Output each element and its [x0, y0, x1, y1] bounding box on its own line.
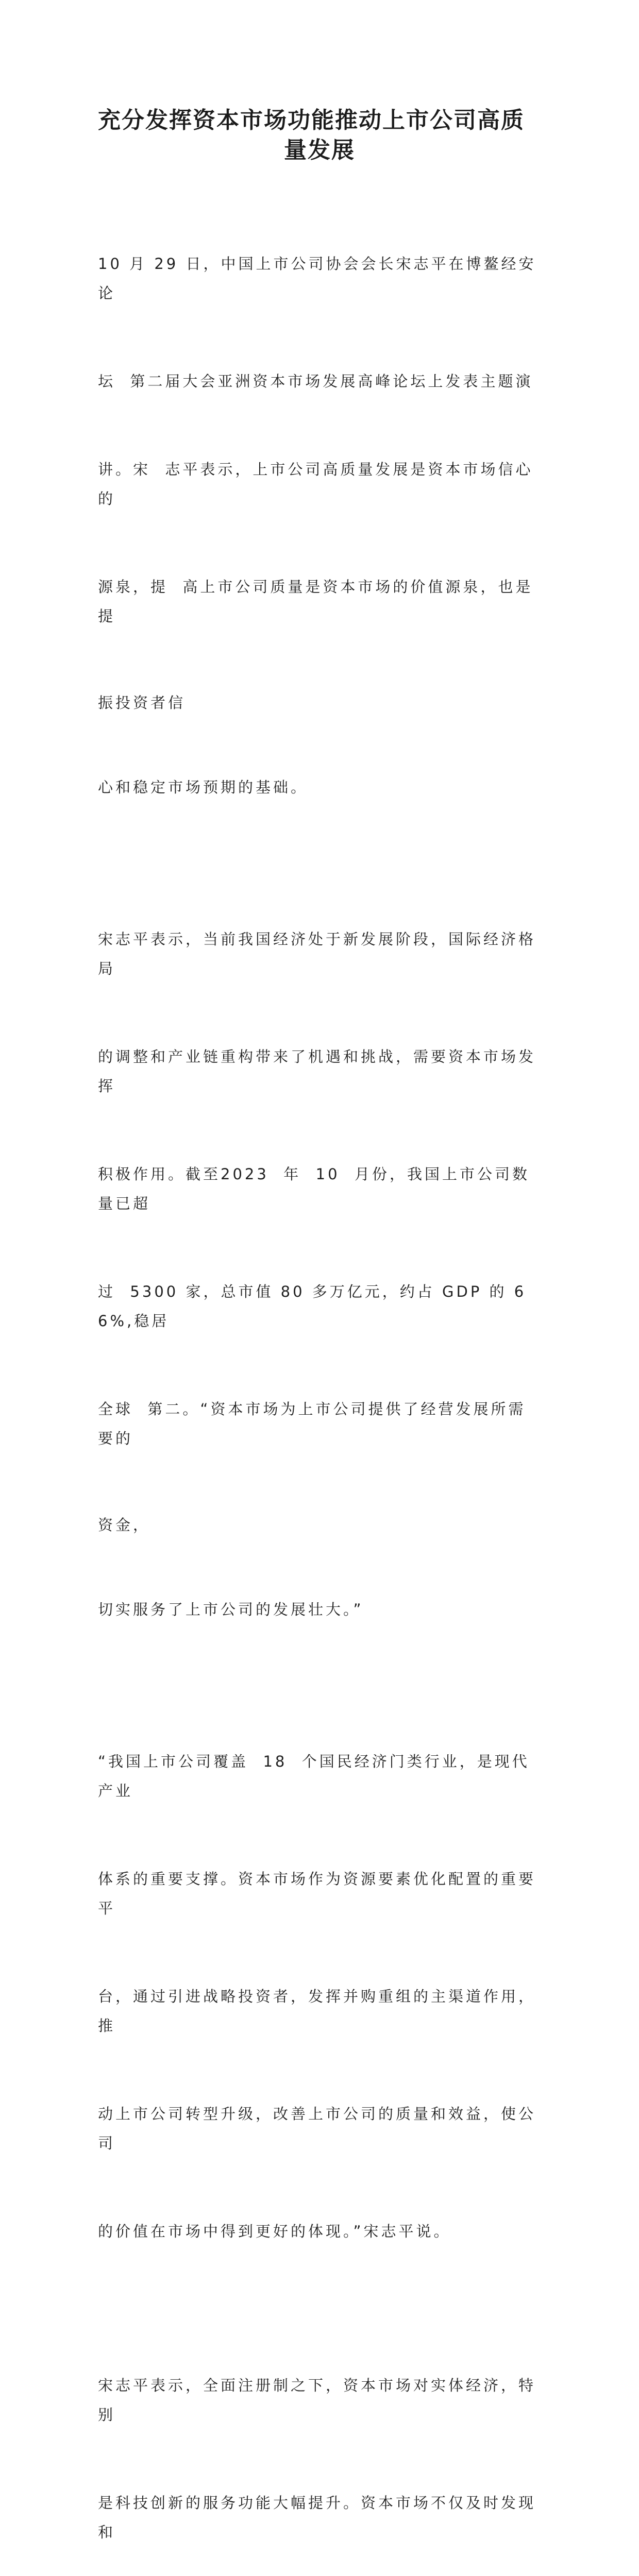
paragraph-4	[98, 2312, 542, 2576]
text-line: 积极作用。截至2023 年 10 月份，我国上市公司数量已超	[98, 1165, 530, 1212]
paragraph-3	[98, 1688, 542, 2305]
paragraph-1	[98, 191, 542, 859]
text-line: 心和稳定市场预期的基础。	[98, 778, 309, 796]
text-line: 过 5300 家，总市值 80 多万亿元，约占 GDP 的 66%,稳居	[98, 1283, 527, 1330]
text-line: 源泉，提 高上市公司质量是资本市场的价值源泉，也是提	[98, 578, 533, 625]
article-body	[98, 191, 542, 2576]
text-line: 的调整和产业链重构带来了机遇和挑战，需要资本市场发挥	[98, 1048, 536, 1095]
text-line: 振投资者信	[98, 694, 186, 711]
article-title	[98, 106, 541, 165]
text-line: 10 月 29 日，中国上市公司协会会长宋志平在博鳌经安论	[98, 255, 536, 302]
title-line-1: 充分发挥资本市场功能推动上市公司高质	[98, 107, 525, 133]
text-line: 坛 第二届大会亚洲资本市场发展高峰论坛上发表主题演	[98, 372, 533, 390]
text-line: 体系的重要支撑。资本市场作为资源要素优化配置的重要平	[98, 1870, 536, 1917]
text-line: 的价值在市场中得到更好的体现。”宋志平说。	[98, 2223, 451, 2240]
text-line: 宋志平表示，全面注册制之下，资本市场对实体经济，特别	[98, 2377, 536, 2424]
text-line: 讲。宋 志平表示，上市公司高质量发展是资本市场信心的	[98, 461, 533, 507]
text-line: 资金，	[98, 1516, 151, 1534]
text-line: 是科技创新的服务功能大幅提升。资本市场不仅及时发现和	[98, 2494, 536, 2541]
paragraph-2	[98, 866, 542, 1681]
text-line: “我国上市公司覆盖 18 个国民经济门类行业，是现代产业	[98, 1753, 530, 1800]
title-line-2: 量发展	[284, 137, 355, 163]
text-line: 切实服务了上市公司的发展壮大。”	[98, 1601, 364, 1618]
text-line: 动上市公司转型升级，改善上市公司的质量和效益，使公司	[98, 2105, 536, 2152]
text-line: 台，通过引进战略投资者，发挥并购重组的主渠道作用，推	[98, 1988, 536, 2035]
text-line: 宋志平表示，当前我国经济处于新发展阶段，国际经济格局	[98, 930, 536, 977]
text-line: 全球 第二。“资本市场为上市公司提供了经营发展所需要的	[98, 1400, 526, 1447]
